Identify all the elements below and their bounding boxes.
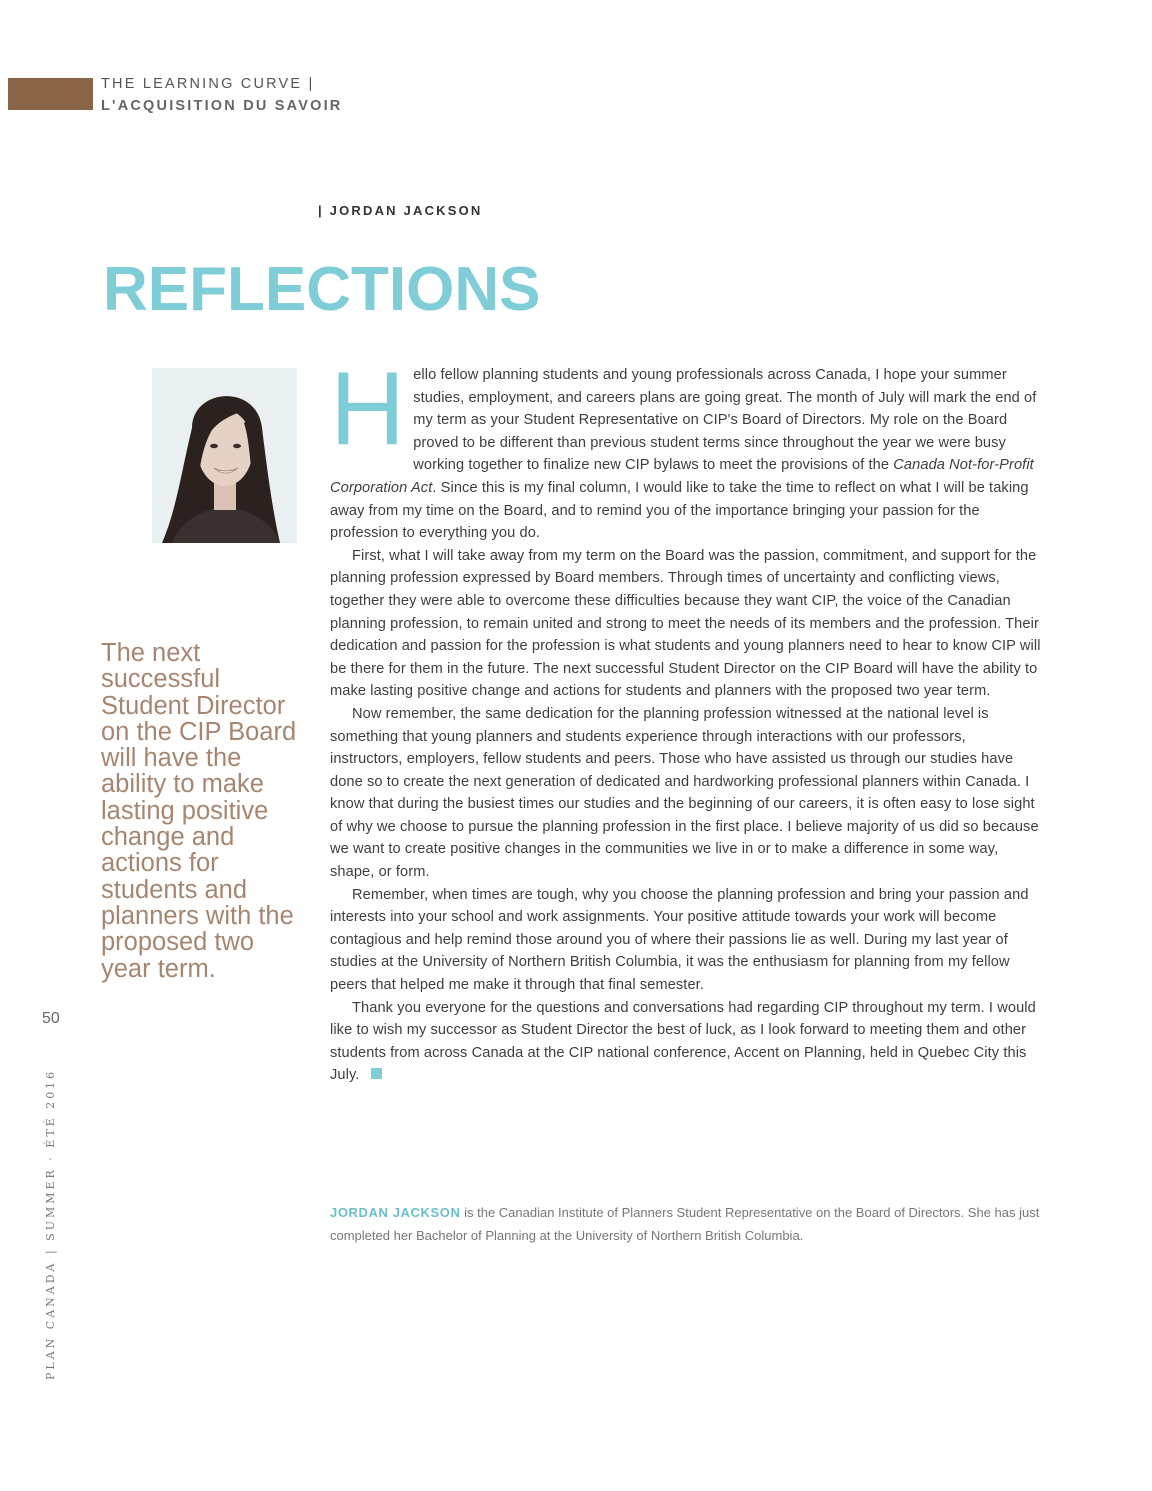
- act-title: Canada Not-for-Profit Corporation Act: [330, 457, 1034, 496]
- paragraph-4: Remember, when times are tough, why you choose the planning profession and bring your passion and interests into your school and work assignments. Your positive attitude towards your work will become contagious and help remind those around you of where their passions lie as well. During my last year of studies at the University of Northern British Columbia, it was the enthusiasm for planning from my fellow peers that helped me make it through that final semester.: [330, 886, 1029, 994]
- bio-text: is the Canadian Institute of Planners Student Representative on the Board of Directors. She has just completed her Bachelor of Planning at the University of Northern British Columbia.: [330, 1205, 1040, 1243]
- page-number: 50: [42, 1010, 60, 1027]
- paragraph-5-text: Thank you everyone for the questions and conversations had regarding CIP throughout my term. I would like to wish my successor as Student Director the best of luck, as I look forward to meeting them and other students from across Canada at the CIP national conference, Accent on Planning, held in Quebec City this July.: [330, 999, 1036, 1084]
- section-header: [101, 73, 342, 117]
- end-square-icon: [371, 1068, 382, 1079]
- section-title-en: THE LEARNING CURVE |: [101, 76, 315, 92]
- portrait-image: [152, 368, 297, 543]
- author-bio: [330, 1201, 1045, 1247]
- section-color-bar: [8, 78, 93, 110]
- pull-quote: The next successful Student Director on the CIP Board will have the ability to make lasting positive change and actions for students and planners with the proposed two year term.: [101, 639, 297, 983]
- section-title-fr: L'ACQUISITION DU SAVOIR: [101, 98, 343, 114]
- drop-cap: H: [330, 351, 406, 467]
- publication-side-label: PLAN CANADA | SUMMER · ÉTÉ 2016: [44, 1068, 57, 1380]
- paragraph-1: [330, 351, 1042, 545]
- article-body: [330, 351, 1042, 1087]
- author-byline: | JORDAN JACKSON: [318, 203, 483, 218]
- article-title: REFLECTIONS: [103, 255, 541, 324]
- author-photo: [152, 368, 297, 543]
- paragraph-3: Now remember, the same dedication for the planning profession witnessed at the national level is something that young planners and students experience through interactions with our professors, instructors, employers, fellow students and peers. Those who have assisted us through our studies have done so to create the next generation of dedicated and hardworking professional planners within Canada. I know that during the busiest times our studies and the beginning of our careers, it is often easy to lose sight of why we choose to pursue the planning profession in the first place. I believe majority of us did so because we want to create positive changes in the communities we live in or to make a difference in some way, shape, or form.: [330, 705, 1039, 881]
- paragraph-1-start: ello fellow planning students and young professionals across Canada, I hope your summer studies, employment, and careers plans are going great. The month of July will mark the end of my term as your Student Representative on CIP's Board of Directors. My role on the Board proved to be different than previous student terms since throughout the year we were busy working together to finalize new CIP bylaws to meet the provisions of the: [413, 367, 1037, 474]
- bio-author-name: JORDAN JACKSON: [330, 1205, 461, 1220]
- paragraph-5: [330, 997, 1042, 1087]
- paragraph-2: First, what I will take away from my term on the Board was the passion, commitment, and support for the planning profession expressed by Board members. Through times of uncertainty and conflicting views, together they were able to overcome these difficulties because they want CIP, the voice of the Canadian planning profession, to remain united and strong to meet the needs of its members and the profession. Their dedication and passion for the profession is what students and young planners need to hear to know CIP will be there for them in the future. The next successful Student Director on the CIP Board will have the ability to make lasting positive change and actions for students and planners with the proposed two year term.: [330, 547, 1041, 700]
- paragraph-1-end: . Since this is my final column, I would like to take the time to reflect on what I will be taking away from my time on the Board, and to remind you of the importance bringing your passion for the profession to everything you do.: [330, 479, 1029, 542]
